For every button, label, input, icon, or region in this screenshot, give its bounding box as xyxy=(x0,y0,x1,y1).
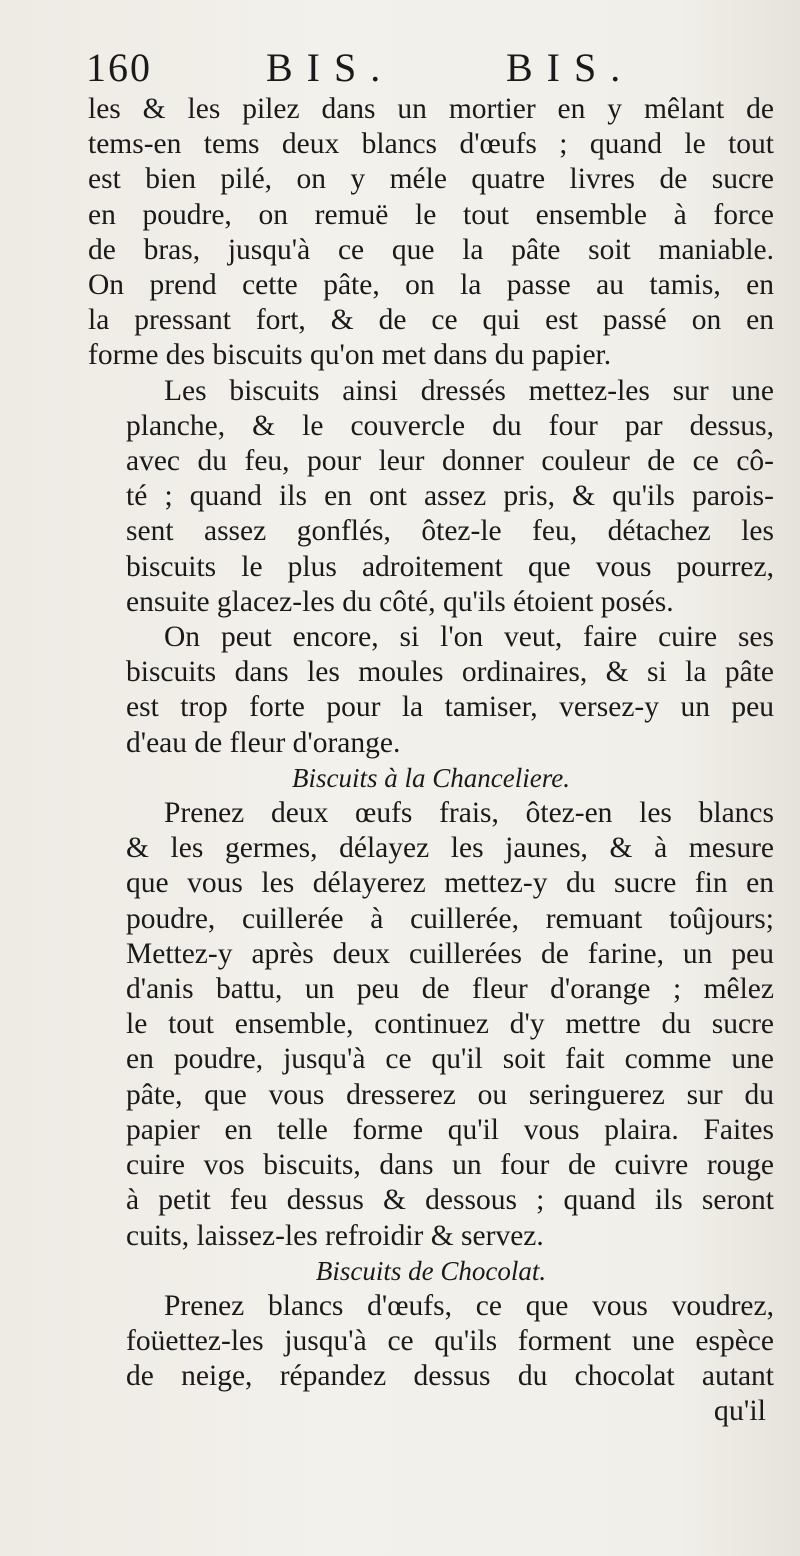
text-line: les & les pilez dans un mortier en y mêlant de xyxy=(88,93,774,125)
text-line: de bras, jusqu'à ce que la pâte soit maniable. xyxy=(88,233,774,266)
text-line: le tout ensemble, continuez d'y mettre du sucre xyxy=(126,1008,774,1041)
text-line: à petit feu dessus & dessous ; quand ils seront xyxy=(126,1184,774,1217)
text-line: Les biscuits ainsi dressés mettez-les sur une xyxy=(164,374,774,407)
text-line: cuire vos biscuits, dans un four de cuivre rouge xyxy=(126,1149,774,1182)
text-line: biscuits le plus adroitement que vous pourrez, xyxy=(126,550,774,583)
paragraph xyxy=(88,92,774,374)
page-number: 160 xyxy=(86,45,152,90)
text-line: papier en telle forme qu'il vous plaira. Faites xyxy=(126,1113,774,1146)
text-line: pâte, que vous dresserez ou seringuerez sur du xyxy=(126,1078,774,1111)
text-line: poudre, cuillerée à cuillerée, remuant toûjours; xyxy=(126,902,774,935)
running-title-left: BIS. xyxy=(266,45,395,90)
text-line: planche, & le couvercle du four par dessus, xyxy=(126,409,774,442)
text-line: de neige, répandez dessus du chocolat autant xyxy=(126,1360,774,1393)
text-line: d'eau de fleur d'orange. xyxy=(126,726,401,759)
text-line: que vous les délayerez mettez-y du sucre fin en xyxy=(126,867,774,900)
text-line: la pressant fort, & de ce qui est passé on en xyxy=(88,304,774,337)
running-title-right: BIS. xyxy=(506,45,635,90)
paragraph xyxy=(88,796,774,1254)
recipe-heading: Biscuits à la Chanceliere. xyxy=(292,762,570,793)
page-body-text xyxy=(88,92,774,1395)
text-line: Prenez deux œufs frais, ôtez-en les blancs xyxy=(164,797,774,830)
text-line: cuits, laissez-les refroidir & servez. xyxy=(126,1219,544,1252)
text-line: avec du feu, pour leur donner couleur de ce cô- xyxy=(126,445,774,478)
text-line: Mettez-y après deux cuillerées de farine, un peu xyxy=(126,937,774,970)
text-line: & les germes, délayez les jaunes, & à mesure xyxy=(126,832,774,865)
paragraph xyxy=(88,620,774,761)
text-line: en poudre, on remuë le tout ensemble à force xyxy=(88,198,774,231)
text-line: est bien pilé, on y méle quatre livres de sucre xyxy=(88,163,774,196)
text-line: forme des biscuits qu'on met dans du papier. xyxy=(88,339,612,372)
text-line: ensuite glacez-les du côté, qu'ils étoient posés. xyxy=(126,585,674,618)
running-header xyxy=(86,40,766,96)
text-line: biscuits dans les moules ordinaires, & si la pâte xyxy=(126,656,774,689)
text-line: tems-en tems deux blancs d'œufs ; quand le tout xyxy=(88,128,774,161)
paragraph xyxy=(88,1289,774,1395)
text-line: d'anis battu, un peu de fleur d'orange ; mêlez xyxy=(126,973,774,1006)
text-line: est trop forte pour la tamiser, versez-y un peu xyxy=(126,691,774,724)
text-line: On prend cette pâte, on la passe au tamis, en xyxy=(88,269,774,302)
paragraph xyxy=(88,374,774,620)
text-line: en poudre, jusqu'à ce qu'il soit fait comme une xyxy=(126,1043,774,1076)
text-line: té ; quand ils en ont assez pris, & qu'ils parois- xyxy=(126,480,774,513)
text-line: On peut encore, si l'on veut, faire cuire ses xyxy=(164,621,774,654)
recipe-heading: Biscuits de Chocolat. xyxy=(315,1255,547,1286)
text-line: Prenez blancs d'œufs, ce que vous voudrez, xyxy=(164,1289,774,1322)
text-line: sent assez gonflés, ôtez-le feu, détachez les xyxy=(126,515,774,548)
text-line: foüettez-les jusqu'à ce qu'ils forment une espèce xyxy=(126,1325,774,1358)
catchword: qu'il xyxy=(713,1394,766,1427)
